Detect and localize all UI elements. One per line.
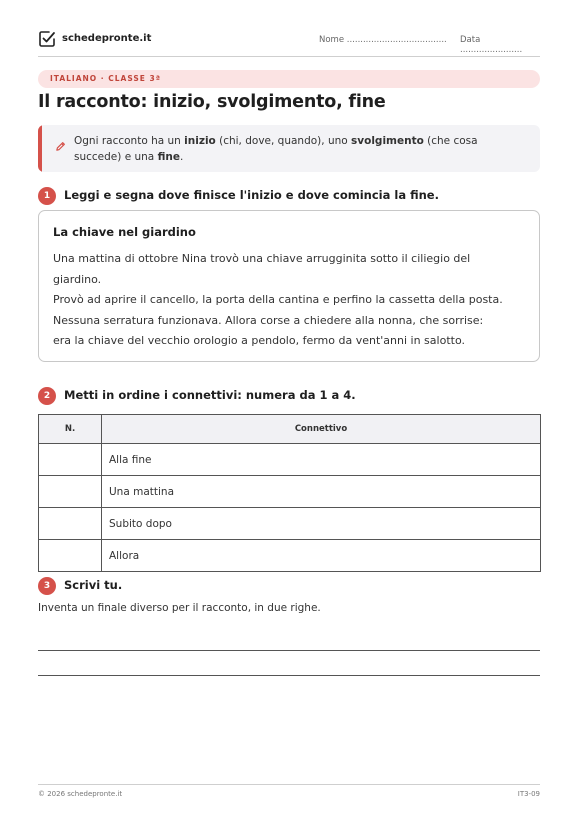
- page-header: [38, 28, 540, 56]
- number-cell[interactable]: [39, 444, 102, 476]
- info-callout: [38, 125, 540, 172]
- column-header-number: N.: [39, 415, 102, 444]
- question-3-text: Scrivi tu.: [64, 578, 123, 592]
- number-cell[interactable]: [39, 540, 102, 572]
- question-number-1: 1: [38, 187, 56, 205]
- table-row: [39, 540, 541, 572]
- story-line: giardino.: [53, 272, 102, 286]
- question-number-2: 2: [38, 387, 56, 405]
- table-row: [39, 476, 541, 508]
- site-name: schedepronte.it: [62, 33, 152, 44]
- story-title: La chiave nel giardino: [53, 225, 196, 239]
- table-header-row: [39, 415, 541, 444]
- number-cell[interactable]: [39, 508, 102, 540]
- connective-cell: Una mattina: [102, 476, 541, 508]
- subject-tag-text: ITALIANO · CLASSE 3ª: [50, 74, 161, 83]
- header-divider: [38, 56, 540, 57]
- callout-text: Ogni racconto ha un inizio (chi, dove, quando), uno svolgimento (che cosa succede) e una fine.: [74, 135, 478, 163]
- question-3-instruction: Inventa un finale diverso per il racconto, in due righe.: [38, 602, 321, 614]
- story-line: Una mattina di ottobre Nina trovò una chiave arrugginita sotto il ciliegio del: [53, 252, 471, 265]
- question-number-3: 3: [38, 577, 56, 595]
- connectives-table: [38, 414, 541, 572]
- page-title: Il racconto: inizio, svolgimento, fine: [38, 92, 386, 112]
- connective-cell: Allora: [102, 540, 541, 572]
- number-cell[interactable]: [39, 476, 102, 508]
- footer-copyright: © 2026 schedepronte.it: [38, 790, 123, 798]
- footer-code: IT3-09: [517, 790, 540, 798]
- writing-line[interactable]: [38, 675, 540, 676]
- story-line: Nessuna serratura funzionava. Allora corse a chiedere alla nonna, che sorrise:: [53, 313, 484, 327]
- column-header-connective: Connettivo: [102, 415, 541, 444]
- connective-cell: Alla fine: [102, 444, 541, 476]
- story-line: Provò ad aprire il cancello, la porta della cantina e perfino la cassetta della posta.: [53, 293, 503, 306]
- story-line: era la chiave del vecchio orologio a pendolo, fermo da vent'anni in salotto.: [53, 334, 465, 347]
- pencil-icon: [55, 137, 66, 156]
- story-body: [53, 249, 523, 352]
- callout-accent-bar: [38, 125, 42, 172]
- question-2-text: Metti in ordine i connettivi: numera da 1 a 4.: [64, 388, 356, 402]
- table-row: [39, 444, 541, 476]
- footer-divider: [38, 784, 540, 785]
- story-box: [38, 210, 540, 362]
- checkbox-logo-icon: [38, 30, 56, 48]
- connective-cell: Subito dopo: [102, 508, 541, 540]
- writing-line[interactable]: [38, 650, 540, 651]
- question-1-text: Leggi e segna dove finisce l'inizio e dove comincia la fine.: [64, 188, 439, 202]
- name-field-label: Nome .....................................: [319, 35, 447, 45]
- date-field-label: Data .......................: [460, 35, 523, 55]
- table-row: [39, 508, 541, 540]
- subject-tag: [38, 70, 540, 88]
